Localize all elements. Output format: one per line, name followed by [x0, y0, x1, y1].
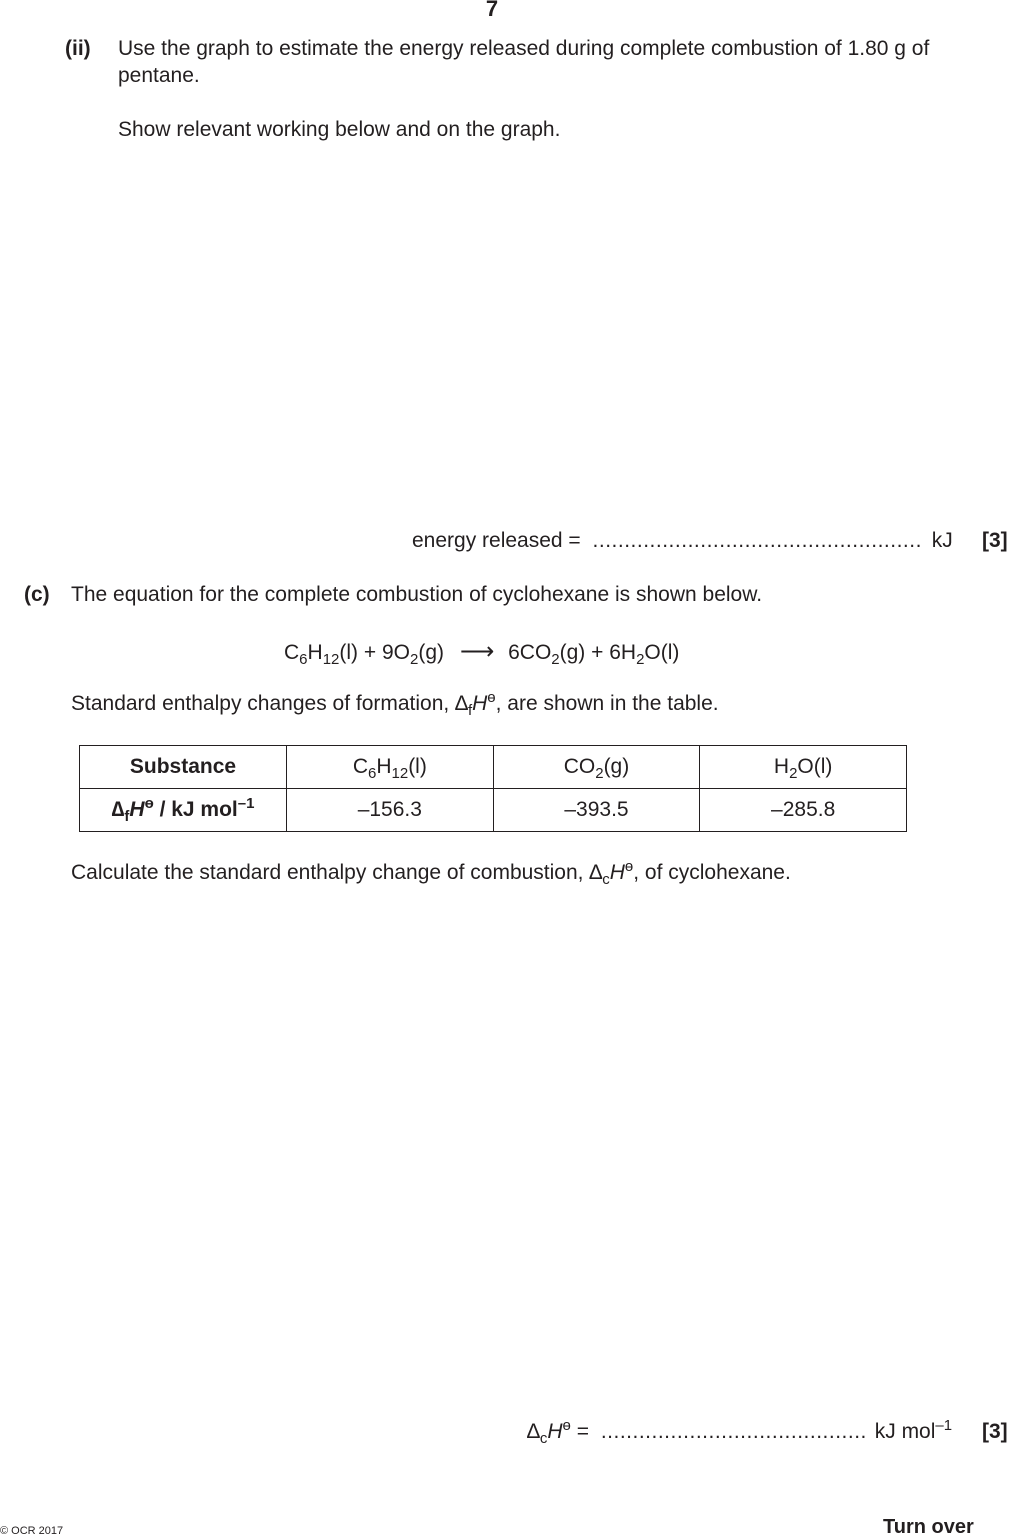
s2-a-sub: 2: [789, 765, 798, 782]
substance-cyclohexane: [287, 746, 494, 789]
table-value-row: [80, 789, 907, 832]
delta-symbol: ∆: [455, 692, 468, 715]
value-h2o: –285.8: [700, 789, 907, 832]
footer-copyright: © OCR 2017: [0, 1525, 64, 1537]
question-standard: ө: [624, 858, 634, 875]
table-intro-tail: , are shown in the table.: [495, 692, 719, 715]
question-text: Calculate the standard enthalpy change of combustion,: [71, 861, 590, 884]
s0-b: H: [376, 755, 392, 778]
substance-co2: [493, 746, 700, 789]
question-delta: ∆: [589, 861, 603, 884]
s0-a: C: [352, 755, 368, 778]
answer-unit: kJ mol: [874, 1420, 936, 1443]
eq-sub-h2: 2: [636, 651, 645, 668]
eq-co: 6CO: [508, 641, 552, 664]
reaction-arrow-icon: ⟶: [459, 638, 495, 665]
row-label-enthalpy: [80, 789, 287, 832]
row-delta: ∆: [111, 798, 125, 821]
s1-b: (g): [603, 755, 630, 778]
table-header-row: [80, 746, 907, 789]
s2-a: H: [773, 755, 790, 778]
answer-delta: ∆: [527, 1420, 540, 1443]
part-ii-marks: [3]: [982, 529, 1008, 552]
row-h: H: [129, 798, 145, 821]
page-number: 7: [485, 0, 499, 21]
s0-a-sub: 6: [367, 765, 377, 782]
row-standard: ө: [144, 795, 154, 812]
part-c-question: [71, 858, 791, 888]
enthalpy-h: H: [472, 692, 488, 715]
enthalpy-answer-blank[interactable]: ..........................................: [600, 1420, 867, 1443]
energy-answer-unit: kJ: [931, 529, 953, 552]
answer-equals: =: [570, 1420, 589, 1443]
table-intro: [71, 689, 719, 719]
footer-turn-over: Turn over: [883, 1516, 974, 1538]
enthalpy-table: [79, 745, 907, 832]
eq-h: H: [307, 641, 323, 664]
header-substance: Substance: [80, 746, 287, 789]
part-c-marks: [3]: [982, 1420, 1008, 1443]
eq-sub-6: 6: [299, 651, 308, 668]
enthalpy-answer-line: [527, 1417, 953, 1447]
table-intro-text: Standard enthalpy changes of formation,: [71, 692, 456, 715]
value-cyclohexane: –156.3: [287, 789, 494, 832]
answer-sub-c: c: [539, 1430, 548, 1447]
eq-state-l: (l): [339, 641, 359, 664]
question-sub-c: c: [602, 871, 610, 888]
standard-symbol: ө: [487, 689, 496, 706]
question-tail: , of cyclohexane.: [633, 861, 791, 884]
eq-sub-co2: 2: [551, 651, 560, 668]
eq-plus-o2: + 9O: [358, 641, 410, 664]
s0-c: (l): [408, 755, 427, 778]
s1-a-sub: 2: [595, 765, 604, 782]
part-c-label: (c): [24, 583, 50, 606]
eq-c: C: [284, 641, 300, 664]
energy-answer-blank[interactable]: ....................................................: [592, 529, 922, 552]
answer-unit-sup: –1: [935, 1417, 953, 1434]
energy-answer-prefix: energy released =: [412, 529, 581, 552]
part-c-intro: The equation for the complete combustion of cyclohexane is shown below.: [71, 583, 763, 606]
s0-b-sub: 12: [391, 765, 409, 782]
s2-b: O(l): [797, 755, 833, 778]
answer-standard: ө: [562, 1417, 571, 1434]
eq-o-l: O(l): [644, 641, 680, 664]
eq-sub-12: 12: [322, 651, 340, 668]
part-ii-label: (ii): [65, 37, 91, 60]
part-ii-instruction: Show relevant working below and on the graph.: [118, 118, 561, 141]
delta-sub-f: f: [467, 702, 473, 719]
value-co2: –393.5: [493, 789, 700, 832]
eq-g-plus-h: (g) + 6H: [559, 641, 637, 664]
eq-sub-2: 2: [409, 651, 419, 668]
energy-answer-line: [412, 529, 953, 553]
part-ii-text-line1: Use the graph to estimate the energy released during complete combustion of 1.80 g of: [118, 37, 930, 60]
row-sub-f: f: [124, 808, 130, 825]
substance-h2o: [700, 746, 907, 789]
answer-h: H: [547, 1420, 563, 1443]
question-h: H: [609, 861, 625, 884]
combustion-equation: [284, 637, 679, 666]
row-unit-sup: –1: [237, 795, 255, 812]
row-unit: / kJ mol: [153, 798, 238, 821]
part-ii-text-line2: pentane.: [118, 64, 200, 87]
eq-state-g: (g): [418, 641, 444, 664]
s1-a: CO: [563, 755, 596, 778]
